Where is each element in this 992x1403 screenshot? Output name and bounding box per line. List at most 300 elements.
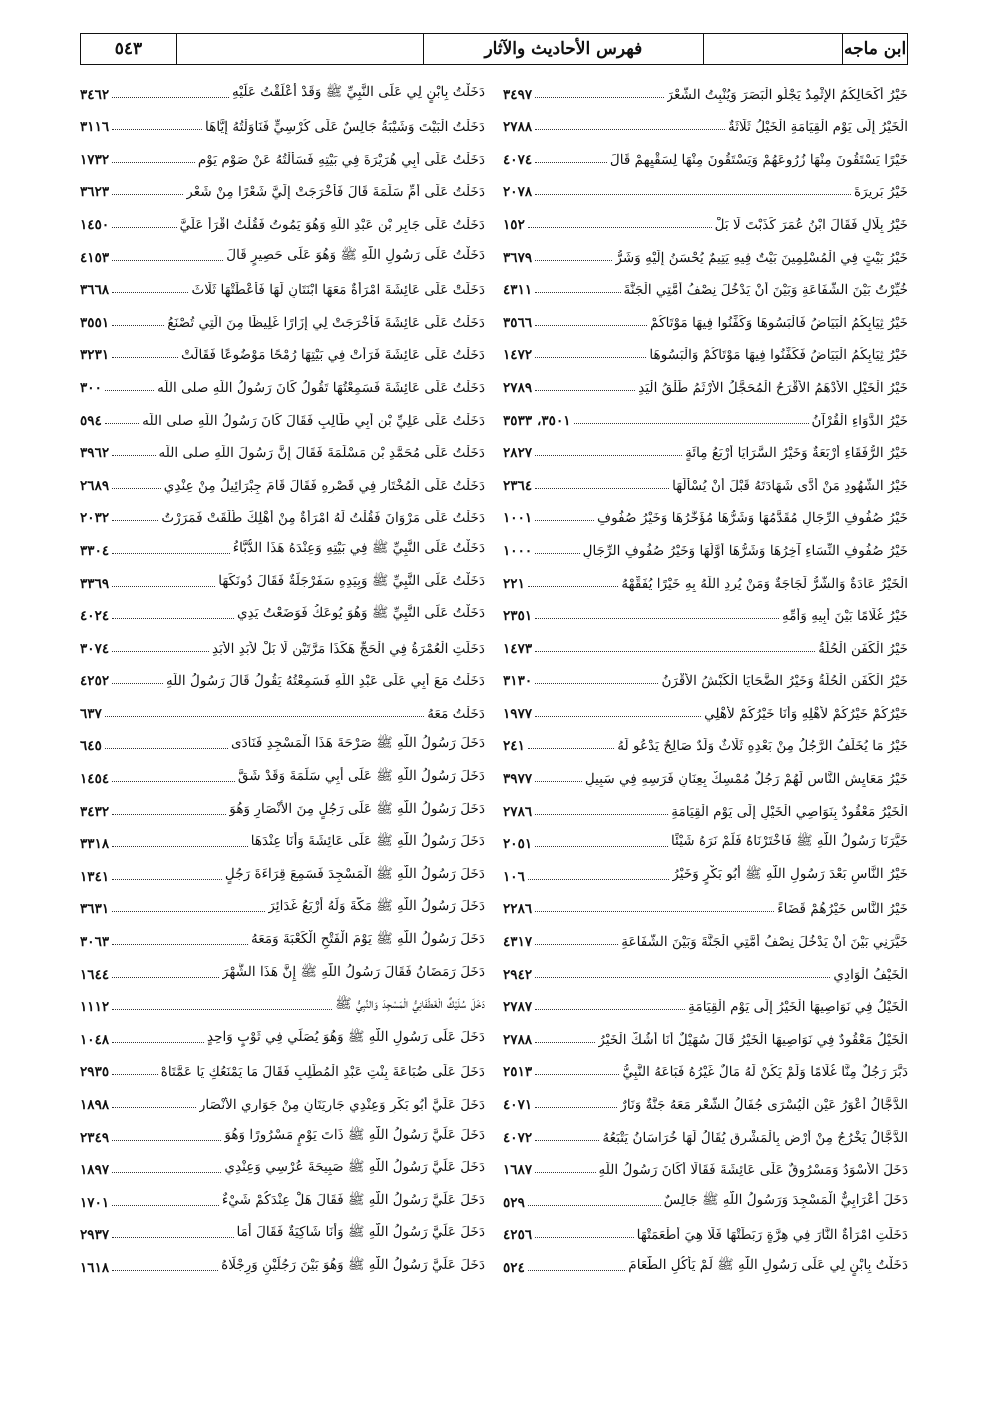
leader-dots: [112, 977, 219, 978]
leader-dots: [112, 1140, 221, 1141]
hadith-number: ٦٣٧: [80, 705, 102, 722]
hadith-number: ٣٤٣٢: [80, 803, 110, 820]
entry-text: خَيْرُ بِلَالٍ فَقَالَ ابْنُ عُمَرَ كَذَبْتَ لَا بَلْ: [714, 216, 908, 233]
hadith-number: ١٠٦: [503, 868, 525, 885]
index-entry: [503, 1048, 908, 1081]
index-entry: [80, 1080, 485, 1113]
index-entry: [80, 461, 485, 494]
hadith-number: ١٧٠١: [80, 1194, 110, 1211]
leader-dots: [535, 814, 668, 815]
leader-dots: [535, 977, 830, 978]
index-entry: [503, 70, 908, 103]
index-entry: [503, 1211, 908, 1244]
entry-text: دَخَلْتُ مَعَهُ: [427, 705, 485, 722]
leader-dots: [535, 651, 815, 652]
hadith-number: ١٩٧٧: [503, 705, 533, 722]
index-entry: [80, 1048, 485, 1081]
leader-dots: [112, 1042, 204, 1043]
hadith-number: ٣٢٣١: [80, 347, 110, 364]
leader-dots: [535, 520, 594, 521]
entry-text: خَيَّرَنَا رَسُولُ اللَّهِ ﷺ فَاخْتَرْنَاهُ فَلَمْ نَرَهُ شَيْئًا: [670, 833, 908, 850]
hadith-number: ٣١١٦: [80, 119, 110, 136]
hadith-number: ١٤٧٢: [503, 347, 533, 364]
entry-text: خَيْرُ الْكَفَنِ الْحُلَّةُ: [818, 640, 908, 657]
index-entry: [80, 266, 485, 299]
hadith-number: ٢٠٧٨: [503, 184, 533, 201]
leader-dots: [535, 1074, 619, 1075]
entry-text: خَيْرُ مَعَايِشِ النَّاسِ لَهُمْ رَجُلٌ مُمْسِكٌ بِعِنَانِ فَرَسِهِ فِي سَبِيلِ: [584, 771, 908, 788]
leader-dots: [105, 390, 154, 391]
hadith-number: ٢٨٢٧: [503, 445, 533, 462]
index-entry: [80, 559, 485, 592]
leader-dots: [112, 944, 248, 945]
entry-text: خَيْرُ بَيْتٍ فِي الْمُسْلِمِينَ بَيْتٌ فِيهِ يَتِيمٌ يُحْسَنُ إِلَيْهِ وَشَرُّ: [615, 249, 908, 266]
leader-dots: [528, 748, 614, 749]
index-entry: [80, 396, 485, 429]
leader-dots: [535, 944, 618, 945]
index-entry: [80, 103, 485, 136]
index-entry: [503, 266, 908, 299]
hadith-number: ٣٥٦٦: [503, 314, 533, 331]
leader-dots: [112, 553, 230, 554]
index-entry: [503, 494, 908, 527]
leader-dots: [112, 618, 234, 619]
entry-text: دَخَلَ عَلَيَّ رَسُولُ اللَّهِ ﷺ ذَاتَ يَوْمٍ مَسْرُورًا وَهُوَ: [224, 1126, 485, 1143]
hadith-number: ٣١٣٠: [503, 673, 533, 690]
leader-dots: [112, 97, 229, 98]
index-entry: [503, 592, 908, 625]
hadith-number: ٣٣١٨: [80, 836, 110, 853]
hadith-number: ١٦٨٧: [503, 1162, 533, 1179]
leader-dots: [535, 129, 725, 130]
hadith-number: ٢٩٣٥: [80, 1064, 110, 1081]
index-entry: [80, 1243, 485, 1276]
hadith-number: ٣٣٠٤: [80, 542, 110, 559]
index-entry: [80, 70, 485, 103]
entry-text: دَخَلْتُ عَلَى النَّبِيِّ ﷺ وَبِيَدِهِ سَفَرْجَلَةٌ فَقَالَ دُونَكَهَا: [218, 572, 485, 589]
index-entry: [503, 1113, 908, 1146]
entry-text: خَيْرُ ثِيَابِكُمُ الْبَيَاضُ فَكَفِّنُوا فِيهَا مَوْتَاكُمْ وَالْبَسُوهَا: [649, 347, 908, 364]
index-entry: [80, 787, 485, 820]
hadith-number: ٣٥٠١، ٣٥٣٣: [503, 412, 571, 429]
book-name: ابن ماجه: [842, 34, 907, 64]
leader-dots: [535, 553, 579, 554]
leader-dots: [112, 781, 235, 782]
leader-dots: [535, 357, 646, 358]
leader-dots: [112, 651, 209, 652]
hadith-number: ١١١٢: [80, 999, 110, 1016]
hadith-number: ٤٢٥٢: [80, 673, 110, 690]
index-title: فهرس الأحاديث والآثار: [423, 34, 702, 64]
entry-text: الْخَيْلُ مَعْقُودٌ فِي نَوَاصِيهَا الْخَيْرُ قَالَ سُهَيْلٌ أَنَا أَشُكُّ الْخَيْرُ: [598, 1031, 908, 1048]
leader-dots: [528, 1270, 625, 1271]
hadith-number: ٣٣٦٩: [80, 575, 110, 592]
entry-text: دَخَلَ الأَسْوَدُ وَمَسْرُوقٌ عَلَى عَائِشَةَ فَقَالَا أَكَانَ رَسُولُ اللَّهِ: [598, 1162, 908, 1179]
index-entry: [503, 331, 908, 364]
hadith-number: ٢٧٨٩: [503, 379, 533, 396]
entry-text: خَيْرًا يَسْتَقُونَ مِنْهَا زُرُوعَهُمْ وَيَسْتَقُونَ مِنْهَا لِسَقْيِهِمْ قَالَ: [609, 151, 908, 168]
index-entry: [503, 885, 908, 918]
entry-text: دَبَّرَ رَجُلٌ مِنَّا غُلَامًا وَلَمْ يَكُنْ لَهُ مَالٌ غَيْرُهُ فَبَاعَهُ النَّبِيُّ: [622, 1064, 908, 1081]
index-entry: [80, 852, 485, 885]
hadith-number: ٢٢٨٦: [503, 901, 533, 918]
entry-text: دَخَلْتُ عَلَى عَائِشَةَ فَرَأَتْ فِي بَيْتِهَا رُمْحًا مَوْضُوعًا فَقَالَتْ: [181, 347, 485, 364]
index-entry: [503, 168, 908, 201]
hadith-number: ٣٠٠: [80, 379, 102, 396]
index-entry: [80, 363, 485, 396]
leader-dots: [112, 586, 215, 587]
index-entry: [503, 689, 908, 722]
leader-dots: [105, 748, 228, 749]
index-entry: [80, 722, 485, 755]
index-entry: [503, 429, 908, 462]
index-entry: [80, 526, 485, 559]
hadith-number: ٥٩٤: [80, 412, 102, 429]
hadith-number: ١٨٩٧: [80, 1162, 110, 1179]
index-entry: [80, 1146, 485, 1179]
leader-dots: [112, 325, 164, 326]
entry-text: دَخَلَ عَلَى ضُبَاعَةَ بِنْتِ عَبْدِ الْمُطَّلِبِ فَقَالَ مَا يَمْنَعُكِ يَا عَمَّتَاهْ: [160, 1064, 485, 1081]
leader-dots: [112, 846, 247, 847]
hadith-number: ٣٤٦٢: [80, 86, 110, 103]
leader-dots: [535, 325, 647, 326]
entry-text: دَخَلَ رَسُولُ اللَّهِ ﷺ عَلَى عَائِشَةَ وَأَنَا عِنْدَهَا: [250, 833, 485, 850]
entry-text: خَيْرُ بَرِيرَةَ: [853, 184, 908, 201]
entry-text: خَيْرُ الرُّفَقَاءِ أَرْبَعَةٌ وَخَيْرُ السَّرَايَا أَرْبَعُ مِائَةٍ: [685, 445, 908, 462]
hadith-number: ٢٧٨٨: [503, 119, 533, 136]
entry-text: الْخَيْفُ الْوَادِي: [833, 966, 908, 983]
hadith-number: ٣٩٧٧: [503, 771, 533, 788]
entry-text: خَيْرُ الْكَفَنِ الْحُلَّةُ وَخَيْرُ الضَّحَايَا الْكَبْشُ الأَقْرَنُ: [661, 673, 908, 690]
entry-text: خُيِّرْتُ بَيْنَ الشَّفَاعَةِ وَبَيْنَ أَنْ يَدْخُلَ نِصْفُ أُمَّتِي الْجَنَّةَ: [623, 282, 908, 299]
entry-text: خَيْرُ الْخَيْلِ الأَدْهَمُ الأَقْرَحُ الْمُحَجَّلُ الأَرْثَمُ طَلْقُ الْيَدِ: [638, 379, 908, 396]
leader-dots: [535, 162, 607, 163]
leader-dots: [535, 1237, 633, 1238]
leader-dots: [112, 1270, 218, 1271]
leader-dots: [112, 1237, 233, 1238]
entry-text: دَخَلَ عَلَيَّ رَسُولُ اللَّهِ ﷺ صَبِيحَةَ عُرْسِي وَعِنْدِي: [224, 1159, 485, 1176]
entry-text: دَخَلَتْ عَلَى عَائِشَةَ امْرَأَةٌ مَعَهَا ابْنَتَانِ لَهَا فَأَعْطَتْهَا ثَلَاثَ: [191, 282, 485, 299]
leader-dots: [112, 520, 158, 521]
leader-dots: [535, 1107, 617, 1108]
entry-text: دَخَلْتُ عَلَى عَلِيِّ بْنِ أَبِي طَالِبٍ فَقَالَ كَانَ رَسُولُ اللَّهِ صلى اللَّه: [142, 412, 485, 429]
leader-dots: [105, 423, 139, 424]
index-entry: [503, 787, 908, 820]
hadith-number: ٦٤٥: [80, 738, 102, 755]
index-entry: [80, 200, 485, 233]
entry-text: دَخَلَ رَسُولُ اللَّهِ ﷺ الْمَسْجِدَ فَسَمِعَ قِرَاءَةَ رَجُلٍ: [224, 865, 485, 882]
page-number: ٥٤٣: [114, 39, 143, 59]
entry-text: دَخَلْتُ مَعَ أَبِي عَلَى عَبْدِ اللَّهِ فَسَمِعْتُهُ يَقُولُ قَالَ رَسُولُ اللَّهِ: [166, 673, 485, 690]
leader-dots: [535, 1172, 595, 1173]
entry-text: دَخَلَ رَسُولُ اللَّهِ ﷺ صَرْحَةَ هَذَا الْمَسْجِدِ فَنَادَى: [230, 735, 485, 752]
hadith-number: ٣٠٧٤: [80, 640, 110, 657]
leader-dots: [535, 716, 701, 717]
index-entry: [80, 135, 485, 168]
hadith-number: ١٠٤٨: [80, 1031, 110, 1048]
hadith-number: ٥٢٤: [503, 1259, 525, 1276]
index-entry: [80, 494, 485, 527]
hadith-number: ٢٠٣٢: [80, 510, 110, 527]
index-entry: [503, 1015, 908, 1048]
hadith-number: ٤٣١٧: [503, 934, 533, 951]
hadith-number: ٢٩٤٢: [503, 966, 533, 983]
hadith-number: ١٨٩٨: [80, 1097, 110, 1113]
leader-dots: [535, 97, 663, 98]
leader-dots: [535, 911, 774, 912]
index-entry: [503, 1080, 908, 1113]
index-entry: [503, 396, 908, 429]
hadith-number: ١٣٤١: [80, 868, 110, 885]
entry-text: دَخَلْتُ عَلَى أُمِّ سَلَمَةَ قَالَ فَأَخْرَجَتْ إِلَيَّ شَعْرًا مِنْ شَعْرِ: [186, 184, 485, 201]
hadith-number: ٢٧٨٦: [503, 803, 533, 820]
hadith-number: ٥٢٩: [503, 1194, 525, 1211]
leader-dots: [112, 455, 155, 456]
hadith-number: ١٦٤٤: [80, 966, 110, 983]
hadith-number: ١٧٣٢: [80, 151, 110, 168]
index-entry: [503, 200, 908, 233]
entry-text: دَخَلْتُ عَلَى النَّبِيِّ ﷺ فِي بَيْتِهِ وَعِنْدَهُ هَذَا الدُّبَّاءُ: [232, 539, 485, 556]
index-entry: [80, 983, 485, 1016]
leader-dots: [535, 846, 668, 847]
entry-text: دَخَلَتِ امْرَأَةٌ النَّارَ فِي هِرَّةٍ رَبَطَتْهَا فَلَا هِيَ أَطْعَمَتْهَا: [636, 1227, 908, 1244]
entry-text: دَخَلَ أَعْرَابِيٌّ الْمَسْجِدَ وَرَسُولُ اللَّهِ ﷺ جَالِسٌ: [663, 1191, 908, 1208]
leader-dots: [112, 1074, 157, 1075]
entry-text: دَخَلْتُ عَلَى مُحَمَّدِ بْنِ مَسْلَمَةَ فَقَالَ إِنَّ رَسُولَ اللَّهِ صلى اللَّه: [158, 445, 485, 462]
entry-text: الدَّجَّالُ يَخْرُجُ مِنْ أَرْضٍ بِالْمَشْرِقِ يُقَالُ لَهَا خُرَاسَانُ يَتْبَعُهُ: [602, 1129, 908, 1146]
hadith-number: ١٤٧٣: [503, 640, 533, 657]
index-entry: [503, 624, 908, 657]
leader-dots: [112, 194, 183, 195]
hadith-number: ٢٧٨٨: [503, 1031, 533, 1048]
hadith-number: ٢٣٤٩: [80, 1129, 110, 1146]
entry-text: خَيْرُ غُلَامًا بَيْنَ أَبِيهِ وَأُمِّهِ: [781, 608, 908, 625]
leader-dots: [535, 618, 779, 619]
hadith-number: ٤٠٧١: [503, 1097, 533, 1113]
entry-text: دَخَلَ رَسُولُ اللَّهِ ﷺ مَكَّةَ وَلَهُ أَرْبَعُ غَدَائِرَ: [268, 898, 485, 915]
index-entry: [80, 168, 485, 201]
entry-text: دَخَلَ رَمَضَانُ فَقَالَ رَسُولُ اللَّهِ ﷺ إِنَّ هَذَا الشَّهْرَ: [221, 963, 485, 980]
entry-text: دَخَلْتُ عَلَى عَائِشَةَ فَسَمِعْتُهَا تَقُولُ كَانَ رَسُولُ اللَّهِ صلى اللَّه: [157, 379, 485, 396]
entry-text: الْخَيْرُ إِلَى يَوْمِ الْقِيَامَةِ الْخَيْلُ ثَلَاثَةٌ: [727, 119, 908, 136]
leader-dots: [112, 227, 176, 228]
hadith-number: ١٠٠٠: [503, 542, 533, 559]
entry-text: الْخَيْرُ مَعْقُودٌ بِنَوَاصِي الْخَيْلِ إِلَى يَوْمِ الْقِيَامَةِ: [671, 803, 908, 820]
leader-dots: [112, 1205, 219, 1206]
entry-text: خَيْرُكُمْ خَيْرُكُمْ لأَهْلِهِ وَأَنَا خَيْرُكُمْ لأَهْلِي: [704, 705, 908, 722]
index-entry: [503, 461, 908, 494]
hadith-number: ٣٥٥١: [80, 314, 110, 331]
leader-dots: [112, 1172, 221, 1173]
leader-dots: [112, 1009, 332, 1010]
index-entry: [80, 885, 485, 918]
entry-text: دَخَلْتُ بِابْنٍ لِي عَلَى النَّبِيِّ ﷺ وَقَدْ أَعْلَقْتُ عَلَيْهِ: [231, 83, 485, 100]
hadith-number: ٤١٥٣: [80, 249, 110, 266]
leader-dots: [112, 1107, 196, 1108]
entry-text: دَخَلَ عَلَيَّ أَبُو بَكْرٍ وَعِنْدِي جَارِيَتَانِ مِنْ جَوَارِي الأَنْصَارِ: [198, 1097, 485, 1113]
index-entry: [80, 1211, 485, 1244]
hadith-number: ٢٤١: [503, 738, 525, 755]
hadith-number: ٤٠٢٤: [80, 608, 110, 625]
leader-dots: [112, 260, 223, 261]
entry-text: دَخَلَتِ الْعُمْرَةُ فِي الْحَجِّ هَكَذَا مَرَّتَيْنِ لَا بَلْ لأَبَدِ الأَبَدِ: [211, 640, 485, 657]
hadith-number: ٣٦٢٣: [80, 184, 110, 201]
entry-text: دَخَلْتُ عَلَى الْمُخْتَارِ فِي قَصْرِهِ فَقَالَ قَامَ جِبْرَائِيلُ مِنْ عِنْدِي: [163, 477, 485, 494]
index-entry: [503, 1178, 908, 1211]
entry-text: خَيْرُ النَّاسِ بَعْدَ رَسُولِ اللَّهِ ﷺ أَبُو بَكْرٍ وَخَيْرُ: [672, 865, 908, 882]
hadith-number: ٢٥١٣: [503, 1064, 533, 1081]
index-entry: [503, 983, 908, 1016]
hadith-number: ٤٠٧٢: [503, 1129, 533, 1146]
entry-text: دَخَلَ رَسُولُ اللَّهِ ﷺ يَوْمَ الْفَتْحِ الْكَعْبَةَ وَمَعَهُ: [251, 931, 485, 948]
hadith-number: ٣٦٦٨: [80, 282, 110, 299]
leader-dots: [112, 879, 222, 880]
hadith-number: ٢٢١: [503, 575, 525, 592]
leader-dots: [112, 292, 188, 293]
hadith-number: ٣٦٧٩: [503, 249, 533, 266]
hadith-number: ١٤٥٠: [80, 216, 110, 233]
hadith-number: ٢٩٣٧: [80, 1227, 110, 1244]
index-entry: [80, 917, 485, 950]
index-entry: [80, 298, 485, 331]
index-entry: [503, 1146, 908, 1179]
entry-text: دَخَلَ عَلَى رَسُولِ اللَّهِ ﷺ وَهُوَ يُصَلِّي فِي ثَوْبٍ وَاحِدٍ: [206, 1028, 485, 1045]
entry-text: دَخَلْتُ عَلَى عَائِشَةَ فَأَخْرَجَتْ لِي إِزَارًا غَلِيظًا مِنَ الَّتِي تُصْنَعُ: [167, 314, 485, 331]
index-entry: [503, 1243, 908, 1276]
index-entry: [503, 754, 908, 787]
entry-text: خَيْرُ الشُّهُودِ مَنْ أَدَّى شَهَادَتَهُ قَبْلَ أَنْ يُسْأَلَهَا: [672, 477, 908, 494]
index-entry: [503, 852, 908, 885]
hadith-number: ٢٦٨٩: [80, 477, 110, 494]
entry-text: الْخَيْلُ فِي نَوَاصِيهَا الْخَيْرُ إِلَى يَوْمِ الْقِيَامَةِ: [688, 999, 908, 1016]
leader-dots: [535, 1140, 599, 1141]
entry-text: دَخَلَ سُلَيْكٌ الْغَطَفَانِيُّ الْمَسْجِدَ وَالنَّبِيُّ ﷺ: [335, 996, 485, 1013]
entry-text: دَخَلَ عَلَيَّ رَسُولُ اللَّهِ ﷺ فَقَالَ هَلْ عِنْدَكُمْ شَيْءٌ: [221, 1191, 485, 1208]
index-entry: [503, 135, 908, 168]
hadith-number: ٢٠٥١: [503, 836, 533, 853]
index-entry: [80, 657, 485, 690]
index-entry: [80, 820, 485, 853]
hadith-number: ٣٩٦٢: [80, 445, 110, 462]
entry-text: دَخَلَ رَسُولُ اللَّهِ ﷺ عَلَى رَجُلٍ مِنَ الأَنْصَارِ وَهُوَ: [229, 800, 485, 817]
leader-dots: [574, 423, 809, 424]
page-header: [80, 33, 908, 65]
hadith-number: ٢٣٥١: [503, 608, 533, 625]
leader-dots: [535, 1042, 595, 1043]
leader-dots: [535, 194, 851, 195]
index-entry: [503, 233, 908, 266]
left-column: [80, 70, 485, 1276]
index-entry: [80, 429, 485, 462]
leader-dots: [112, 911, 265, 912]
leader-dots: [528, 586, 618, 587]
hadith-number: ٣٠٦٣: [80, 934, 110, 951]
index-entry: [503, 363, 908, 396]
entry-text: خَيْرُ النَّاسِ خَيْرُهُمْ قَضَاءً: [777, 901, 908, 918]
entry-text: دَخَلَ عَلَيَّ رَسُولُ اللَّهِ ﷺ وَهُوَ بَيْنَ رَجُلَيْنِ وَرِجْلَاهُ: [221, 1256, 485, 1273]
index-entry: [80, 689, 485, 722]
index-entry: [503, 917, 908, 950]
entry-text: دَخَلْتُ عَلَى مَرْوَانَ فَقُلْتُ لَهُ امْرَأَةٌ مِنْ أَهْلِكَ طُلِّقَتْ فَمَرَرْتُ: [161, 510, 485, 527]
right-column: [503, 70, 908, 1276]
entry-text: دَخَلْتُ عَلَى جَابِرِ بْنِ عَبْدِ اللَّهِ وَهُوَ يَمُوتُ فَقُلْتُ اقْرَأْ عَلَيَّ: [179, 216, 485, 233]
leader-dots: [535, 1009, 685, 1010]
leader-dots: [112, 814, 226, 815]
header-spacer-left: [176, 34, 423, 64]
index-entry: [80, 1178, 485, 1211]
leader-dots: [528, 1205, 661, 1206]
index-entry: [80, 331, 485, 364]
entry-text: دَخَلْتُ بِابْنٍ لِي عَلَى رَسُولِ اللَّهِ ﷺ لَمْ يَأْكُلِ الطَّعَامَ: [628, 1256, 908, 1273]
header-spacer-right: [703, 34, 843, 64]
index-entry: [80, 950, 485, 983]
index-entry: [503, 657, 908, 690]
leader-dots: [535, 488, 669, 489]
index-entry: [503, 559, 908, 592]
entry-text: دَخَلَ رَسُولُ اللَّهِ ﷺ عَلَى أَبِي سَلَمَةَ وَقَدْ شَقَّ: [237, 768, 485, 785]
index-columns: [80, 70, 908, 1276]
entry-text: خَيْرُ أَكْحَالِكُمُ الإِثْمِدُ يَجْلُو الْبَصَرَ وَيُنْبِتُ الشَّعْرَ: [666, 86, 908, 103]
hadith-number: ١٠٠١: [503, 510, 533, 527]
index-entry: [80, 754, 485, 787]
leader-dots: [535, 455, 682, 456]
entry-text: خَيْرُ ثِيَابِكُمُ الْبَيَاضُ فَالْبَسُوهَا وَكَفِّنُوا فِيهَا مَوْتَاكُمْ: [650, 314, 908, 331]
leader-dots: [112, 357, 178, 358]
hadith-number: ٢٧٨٧: [503, 999, 533, 1016]
entry-text: دَخَلْتُ عَلَى النَّبِيِّ ﷺ وَهُوَ يُوعَكُ فَوَضَعْتُ يَدِي: [236, 605, 485, 622]
index-entry: [503, 526, 908, 559]
hadith-number: ١٤٥٤: [80, 771, 110, 788]
hadith-number: ٣٦٣١: [80, 901, 110, 918]
leader-dots: [112, 162, 195, 163]
entry-text: خَيْرُ الدَّوَاءِ الْقُرْآنُ: [811, 412, 908, 429]
index-entry: [503, 722, 908, 755]
index-entry: [80, 1015, 485, 1048]
leader-dots: [112, 129, 202, 130]
entry-text: خَيْرُ صُفُوفِ الرِّجَالِ مُقَدَّمُهَا وَشَرُّهَا مُؤَخَّرُهَا وَخَيْرُ صُفُوفِ: [597, 510, 908, 527]
hadith-number: ٢٣٦٤: [503, 477, 533, 494]
entry-text: خَيْرُ صُفُوفِ النِّسَاءِ آخِرُهَا وَشَرُّهَا أَوَّلُهَا وَخَيْرُ صُفُوفِ الرِّجَالِ: [582, 542, 908, 559]
index-entry: [80, 624, 485, 657]
index-entry: [80, 1113, 485, 1146]
entry-text: دَخَلْتُ عَلَى أَبِي هُرَيْرَةَ فِي بَيْتِهِ فَسَأَلْتُهُ عَنْ صَوْمِ يَوْمٍ: [197, 151, 485, 168]
hadith-number: ٤٠٧٤: [503, 151, 533, 168]
entry-text: دَخَلْتُ الْبَيْتَ وَشَيْبَةُ جَالِسٌ عَلَى كُرْسِيٍّ فَنَاوَلْتُهُ إِيَّاهَا: [205, 119, 485, 136]
index-entry: [503, 820, 908, 853]
leader-dots: [112, 683, 163, 684]
leader-dots: [535, 390, 635, 391]
leader-dots: [535, 260, 612, 261]
leader-dots: [112, 488, 161, 489]
hadith-number: ٣٤٩٧: [503, 86, 533, 103]
hadith-number: ١٥٢: [503, 216, 525, 233]
leader-dots: [535, 683, 658, 684]
leader-dots: [105, 716, 424, 717]
entry-text: الْخَيْرُ عَادَةٌ وَالشَّرُّ لَجَاجَةٌ وَمَنْ يُرِدِ اللَّهُ بِهِ خَيْرًا يُفَقِّهْهُ: [621, 575, 908, 592]
entry-text: الدَّجَّالُ أَعْوَرُ عَيْنِ الْيُسْرَى جُفَالُ الشَّعْرِ مَعَهُ جَنَّةٌ وَنَارٌ: [620, 1097, 908, 1113]
entry-text: دَخَلْتُ عَلَى رَسُولِ اللَّهِ ﷺ وَهُوَ عَلَى حَصِيرٍ قَالَ: [226, 246, 485, 263]
leader-dots: [528, 879, 669, 880]
index-entry: [503, 950, 908, 983]
entry-text: خَيَّرَنِي بَيْنَ أَنْ يَدْخُلَ نِصْفُ أُمَّتِي الْجَنَّةَ وَبَيْنَ الشَّفَاعَةِ: [621, 934, 908, 951]
entry-text: دَخَلَ عَلَيَّ رَسُولُ اللَّهِ ﷺ وَأَنَا شَاكِيَةٌ فَقَالَ أَمَا: [236, 1224, 485, 1241]
index-entry: [503, 298, 908, 331]
index-entry: [80, 592, 485, 625]
index-entry: [503, 103, 908, 136]
hadith-number: ١٦١٨: [80, 1259, 110, 1276]
index-entry: [80, 233, 485, 266]
entry-text: خَيْرُ مَا يُخَلِّفُ الرَّجُلُ مِنْ بَعْدِهِ ثَلَاثٌ وَلَدٌ صَالِحٌ يَدْعُو لَهُ: [617, 738, 908, 755]
